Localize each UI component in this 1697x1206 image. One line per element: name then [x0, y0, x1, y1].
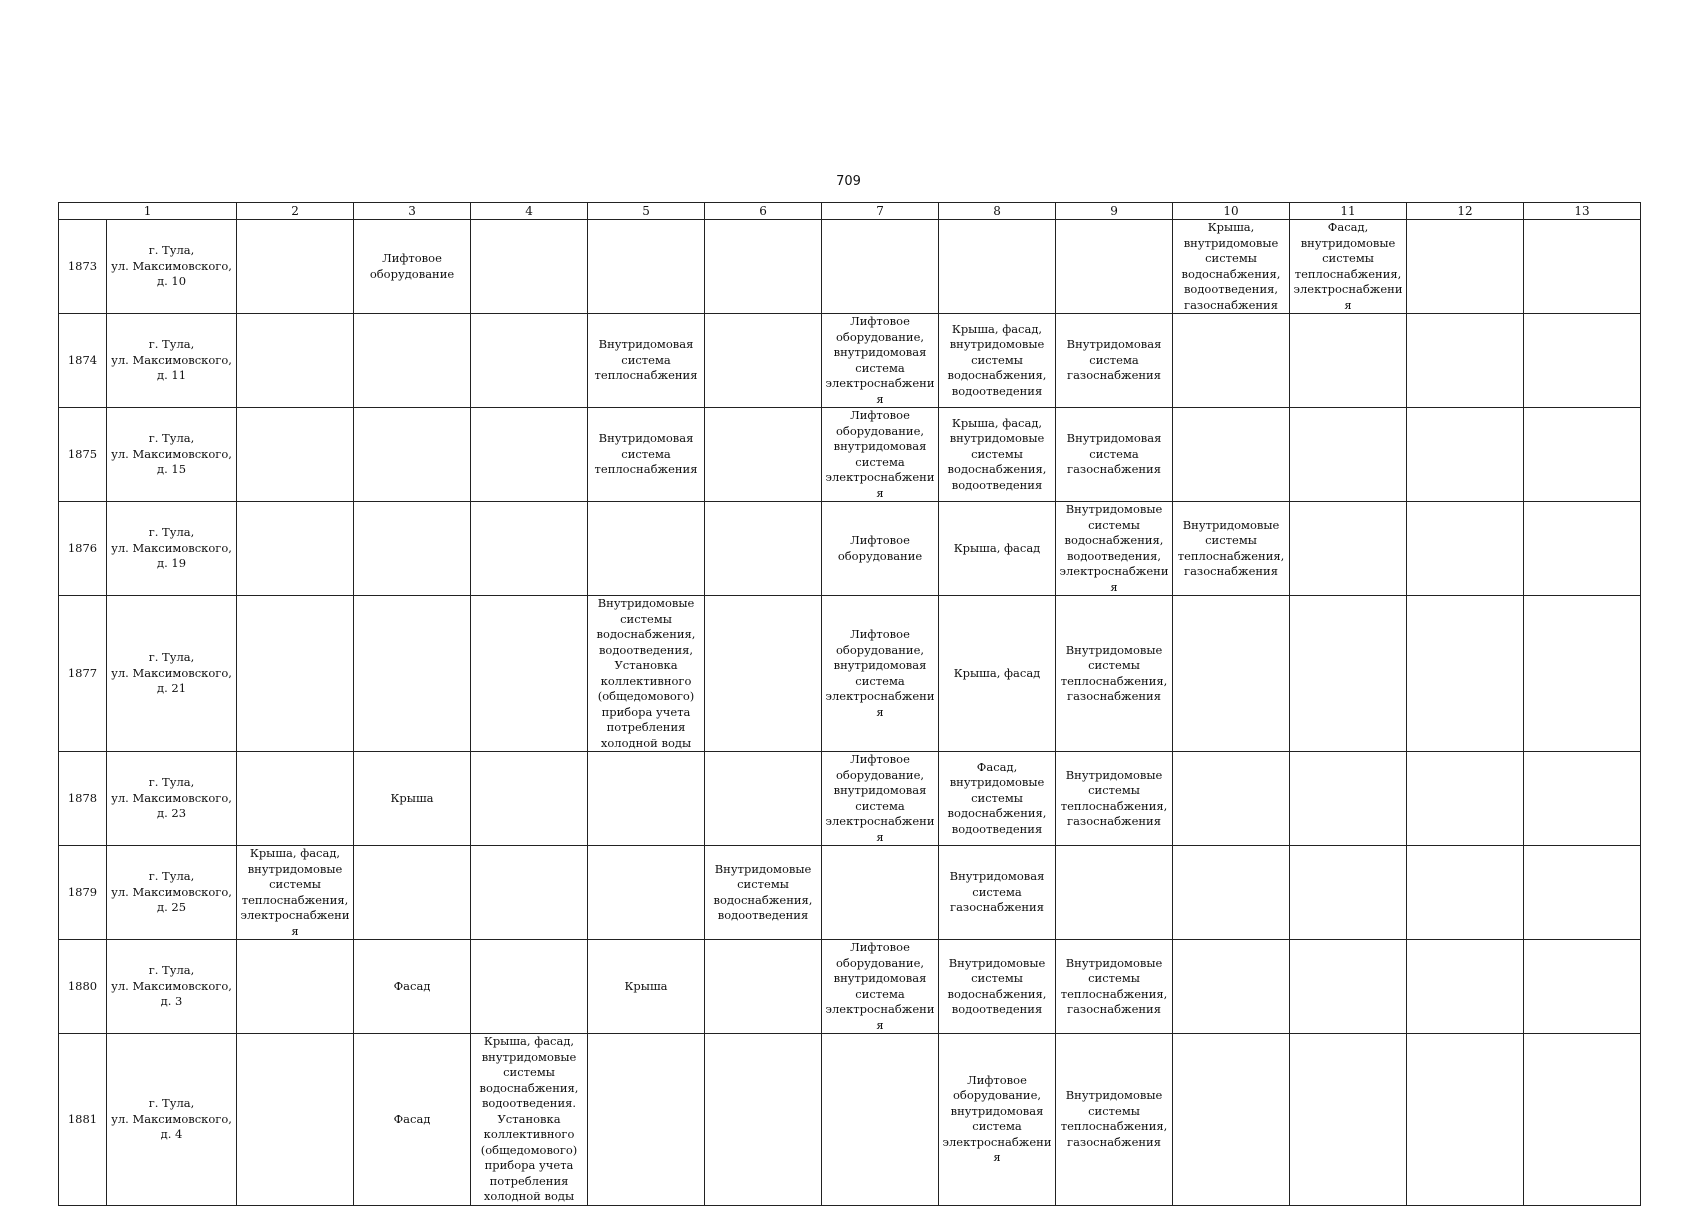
work-cell-col-12 — [1290, 752, 1407, 846]
work-cell-col-4 — [354, 502, 471, 596]
address-cell: г. Тула, ул. Максимовского, д. 19 — [107, 502, 237, 596]
column-header: 5 — [588, 203, 705, 220]
column-header: 6 — [705, 203, 822, 220]
work-cell-col-14 — [1524, 502, 1641, 596]
work-cell-col-9: Внутридомовые системы водоснабжения, водоотведения — [939, 940, 1056, 1034]
work-cell-col-5 — [471, 940, 588, 1034]
work-cell-col-8 — [822, 220, 939, 314]
work-cell-col-4: Крыша — [354, 752, 471, 846]
work-cell-col-8: Лифтовое оборудование, внутридомовая система электроснабжения — [822, 314, 939, 408]
work-cell-col-13 — [1407, 314, 1524, 408]
column-header: 2 — [237, 203, 354, 220]
address-cell: г. Тула, ул. Максимовского, д. 15 — [107, 408, 237, 502]
work-cell-col-11 — [1173, 1034, 1290, 1206]
work-cell-col-8: Лифтовое оборудование, внутридомовая система электроснабжения — [822, 408, 939, 502]
work-cell-col-4: Лифтовое оборудование — [354, 220, 471, 314]
work-cell-col-14 — [1524, 846, 1641, 940]
work-cell-col-9: Фасад, внутридомовые системы водоснабжения, водоотведения — [939, 752, 1056, 846]
column-header: 7 — [822, 203, 939, 220]
work-cell-col-13 — [1407, 940, 1524, 1034]
work-cell-col-6: Внутридомовая система теплоснабжения — [588, 314, 705, 408]
work-cell-col-3 — [237, 1034, 354, 1206]
work-cell-col-3 — [237, 502, 354, 596]
work-cell-col-8 — [822, 846, 939, 940]
row-number: 1873 — [59, 220, 107, 314]
work-cell-col-12 — [1290, 596, 1407, 752]
work-cell-col-7 — [705, 502, 822, 596]
work-cell-col-3 — [237, 220, 354, 314]
work-cell-col-9: Крыша, фасад, внутридомовые системы водоснабжения, водоотведения — [939, 408, 1056, 502]
work-cell-col-5 — [471, 596, 588, 752]
work-cell-col-13 — [1407, 752, 1524, 846]
work-cell-col-8 — [822, 1034, 939, 1206]
work-cell-col-12 — [1290, 408, 1407, 502]
column-header: 1 — [59, 203, 237, 220]
work-cell-col-8: Лифтовое оборудование, внутридомовая система электроснабжения — [822, 940, 939, 1034]
row-number: 1877 — [59, 596, 107, 752]
work-cell-col-12 — [1290, 940, 1407, 1034]
work-cell-col-12 — [1290, 846, 1407, 940]
address-cell: г. Тула, ул. Максимовского, д. 23 — [107, 752, 237, 846]
row-number: 1879 — [59, 846, 107, 940]
work-cell-col-12 — [1290, 314, 1407, 408]
table-row — [59, 596, 1641, 752]
column-header: 3 — [354, 203, 471, 220]
work-cell-col-4 — [354, 596, 471, 752]
work-cell-col-13 — [1407, 596, 1524, 752]
work-cell-col-13 — [1407, 846, 1524, 940]
column-header: 11 — [1290, 203, 1407, 220]
work-cell-col-5 — [471, 752, 588, 846]
work-cell-col-10: Внутридомовая система газоснабжения — [1056, 408, 1173, 502]
table-row — [59, 314, 1641, 408]
work-cell-col-3: Крыша, фасад, внутридомовые системы теплоснабжения, электроснабжения — [237, 846, 354, 940]
address-cell: г. Тула, ул. Максимовского, д. 3 — [107, 940, 237, 1034]
work-cell-col-10 — [1056, 220, 1173, 314]
work-cell-col-8: Лифтовое оборудование, внутридомовая система электроснабжения — [822, 596, 939, 752]
work-cell-col-7 — [705, 408, 822, 502]
work-cell-col-7 — [705, 940, 822, 1034]
work-cell-col-12 — [1290, 502, 1407, 596]
work-cell-col-11 — [1173, 846, 1290, 940]
work-cell-col-6 — [588, 846, 705, 940]
column-header: 10 — [1173, 203, 1290, 220]
work-cell-col-3 — [237, 940, 354, 1034]
work-cell-col-7 — [705, 314, 822, 408]
column-header: 13 — [1524, 203, 1641, 220]
work-cell-col-11 — [1173, 940, 1290, 1034]
work-cell-col-6: Внутридомовая система теплоснабжения — [588, 408, 705, 502]
register-table — [58, 202, 1641, 1206]
address-cell: г. Тула, ул. Максимовского, д. 21 — [107, 596, 237, 752]
work-cell-col-7: Внутридомовые системы водоснабжения, водоотведения — [705, 846, 822, 940]
work-cell-col-14 — [1524, 752, 1641, 846]
work-cell-col-8: Лифтовое оборудование, внутридомовая система электроснабжения — [822, 752, 939, 846]
work-cell-col-6 — [588, 502, 705, 596]
work-cell-col-14 — [1524, 408, 1641, 502]
page-number: 709 — [836, 174, 861, 189]
work-cell-col-13 — [1407, 502, 1524, 596]
work-cell-col-12: Фасад, внутридомовые системы теплоснабжения, электроснабжения — [1290, 220, 1407, 314]
table-body — [59, 203, 1641, 1206]
work-cell-col-3 — [237, 752, 354, 846]
work-cell-col-13 — [1407, 1034, 1524, 1206]
work-cell-col-7 — [705, 220, 822, 314]
address-cell: г. Тула, ул. Максимовского, д. 25 — [107, 846, 237, 940]
address-cell: г. Тула, ул. Максимовского, д. 11 — [107, 314, 237, 408]
work-cell-col-3 — [237, 408, 354, 502]
work-cell-col-9 — [939, 220, 1056, 314]
work-cell-col-6 — [588, 220, 705, 314]
work-cell-col-14 — [1524, 220, 1641, 314]
table-row — [59, 1034, 1641, 1206]
work-cell-col-3 — [237, 314, 354, 408]
row-number: 1880 — [59, 940, 107, 1034]
work-cell-col-9: Крыша, фасад, внутридомовые системы водоснабжения, водоотведения — [939, 314, 1056, 408]
table-row — [59, 408, 1641, 502]
work-cell-col-10: Внутридомовые системы теплоснабжения, газоснабжения — [1056, 752, 1173, 846]
work-cell-col-9: Лифтовое оборудование, внутридомовая система электроснабжения — [939, 1034, 1056, 1206]
work-cell-col-7 — [705, 596, 822, 752]
column-header: 12 — [1407, 203, 1524, 220]
work-cell-col-4 — [354, 314, 471, 408]
work-cell-col-10: Внутридомовые системы теплоснабжения, газоснабжения — [1056, 940, 1173, 1034]
table-row — [59, 220, 1641, 314]
row-number: 1881 — [59, 1034, 107, 1206]
work-cell-col-13 — [1407, 408, 1524, 502]
work-cell-col-11 — [1173, 596, 1290, 752]
work-cell-col-6 — [588, 1034, 705, 1206]
work-cell-col-4 — [354, 846, 471, 940]
work-cell-col-10: Внутридомовая система газоснабжения — [1056, 314, 1173, 408]
work-cell-col-11 — [1173, 752, 1290, 846]
work-cell-col-11 — [1173, 314, 1290, 408]
column-header: 4 — [471, 203, 588, 220]
work-cell-col-4: Фасад — [354, 940, 471, 1034]
work-cell-col-14 — [1524, 940, 1641, 1034]
work-cell-col-9: Внутридомовая система газоснабжения — [939, 846, 1056, 940]
work-cell-col-5 — [471, 846, 588, 940]
work-cell-col-4: Фасад — [354, 1034, 471, 1206]
work-cell-col-6 — [588, 752, 705, 846]
work-cell-col-12 — [1290, 1034, 1407, 1206]
work-cell-col-5 — [471, 220, 588, 314]
row-number: 1878 — [59, 752, 107, 846]
work-cell-col-10: Внутридомовые системы теплоснабжения, газоснабжения — [1056, 596, 1173, 752]
row-number: 1876 — [59, 502, 107, 596]
work-cell-col-5 — [471, 408, 588, 502]
work-cell-col-13 — [1407, 220, 1524, 314]
address-cell: г. Тула, ул. Максимовского, д. 4 — [107, 1034, 237, 1206]
work-cell-col-10 — [1056, 846, 1173, 940]
table-row — [59, 502, 1641, 596]
column-header: 9 — [1056, 203, 1173, 220]
work-cell-col-9: Крыша, фасад — [939, 502, 1056, 596]
row-number: 1875 — [59, 408, 107, 502]
column-header: 8 — [939, 203, 1056, 220]
work-cell-col-6: Крыша — [588, 940, 705, 1034]
table-row — [59, 752, 1641, 846]
work-cell-col-11 — [1173, 408, 1290, 502]
work-cell-col-7 — [705, 752, 822, 846]
work-cell-col-7 — [705, 1034, 822, 1206]
table-row — [59, 846, 1641, 940]
column-header-row — [59, 203, 1641, 220]
work-cell-col-5: Крыша, фасад, внутридомовые системы водоснабжения, водоотведения. Установка коллективного (общедомового) прибора учета потребления холодной воды — [471, 1034, 588, 1206]
work-cell-col-8: Лифтовое оборудование — [822, 502, 939, 596]
work-cell-col-11: Крыша, внутридомовые системы водоснабжения, водоотведения, газоснабжения — [1173, 220, 1290, 314]
row-number: 1874 — [59, 314, 107, 408]
work-cell-col-5 — [471, 502, 588, 596]
work-cell-col-10: Внутридомовые системы теплоснабжения, газоснабжения — [1056, 1034, 1173, 1206]
work-cell-col-4 — [354, 408, 471, 502]
work-cell-col-14 — [1524, 1034, 1641, 1206]
work-cell-col-6: Внутридомовые системы водоснабжения, водоотведения, Установка коллективного (общедомового) прибора учета потребления холодной воды — [588, 596, 705, 752]
work-cell-col-10: Внутридомовые системы водоснабжения, водоотведения, электроснабжения — [1056, 502, 1173, 596]
work-cell-col-5 — [471, 314, 588, 408]
work-cell-col-14 — [1524, 596, 1641, 752]
table-row — [59, 940, 1641, 1034]
work-cell-col-9: Крыша, фасад — [939, 596, 1056, 752]
work-cell-col-3 — [237, 596, 354, 752]
work-cell-col-14 — [1524, 314, 1641, 408]
work-cell-col-11: Внутридомовые системы теплоснабжения, газоснабжения — [1173, 502, 1290, 596]
address-cell: г. Тула, ул. Максимовского, д. 10 — [107, 220, 237, 314]
